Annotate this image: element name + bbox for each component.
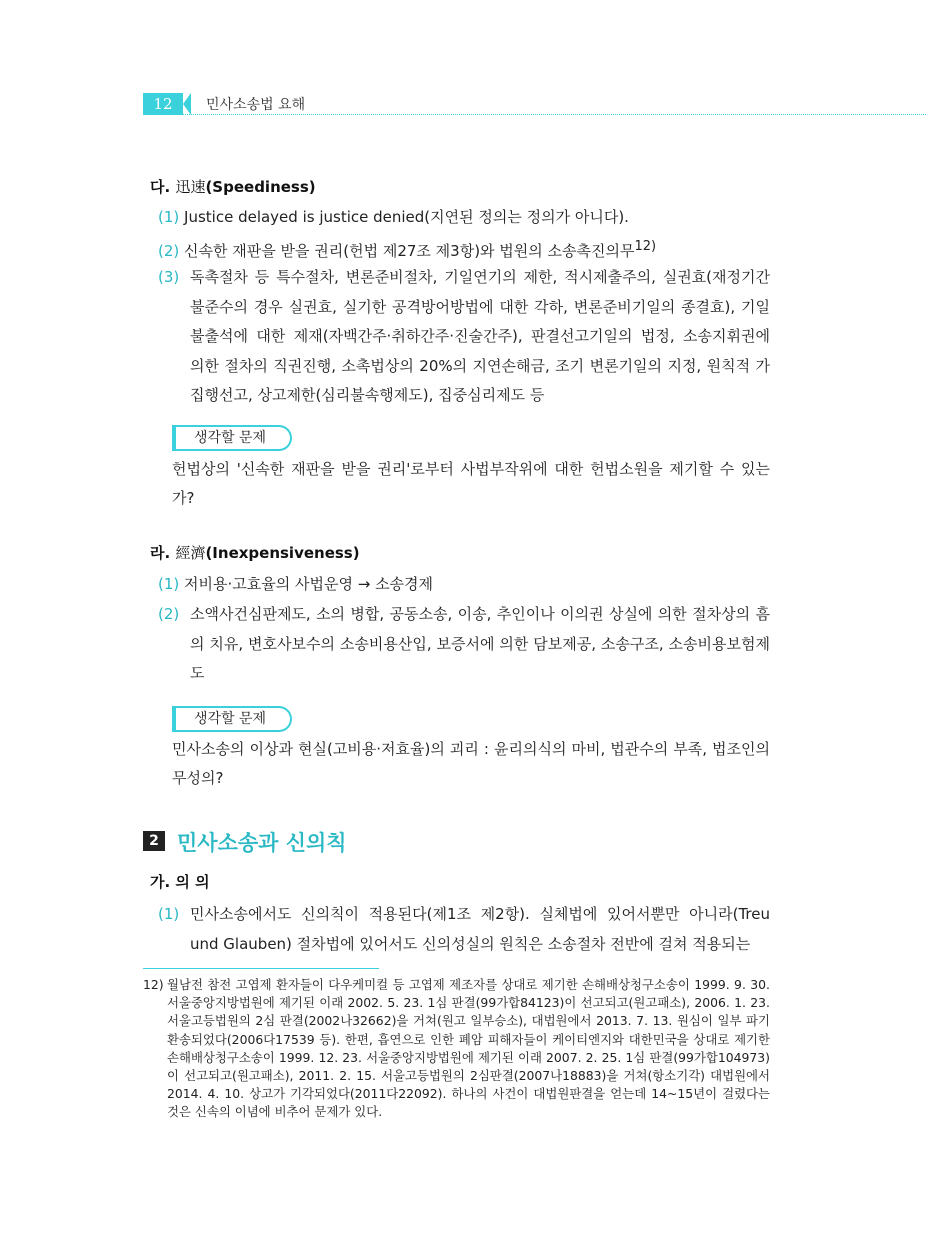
think-question-badge: 생각할 문제 (172, 706, 292, 732)
footnote-divider (143, 968, 379, 969)
item-number: (3) (158, 268, 180, 286)
section-hanja: 經濟 (175, 544, 206, 562)
item-text: 신속한 재판을 받을 권리(헌법 제27조 제3항)와 법원의 소송촉진의무 (184, 242, 635, 260)
list-item (158, 232, 770, 267)
item-number: (1) (158, 575, 180, 593)
think-question-badge: 생각할 문제 (172, 425, 292, 451)
think-question-text: 민사소송의 이상과 현실(고비용·저효율)의 괴리 : 윤리의식의 마비, 법관수의 부족, 법조인의 무성의? (172, 740, 770, 787)
page-header (143, 93, 926, 115)
chapter-number: 2 (143, 831, 165, 851)
section-heading-inexpensiveness (150, 542, 360, 563)
section-english: (Speediness) (205, 178, 316, 196)
item-number: (1) (158, 208, 180, 226)
item-text: 소액사건심판제도, 소의 병합, 공동소송, 이송, 추인이나 이의권 상실에 의한 절차상의 흠의 치유, 변호사보수의 소송비용산입, 보증서에 의한 담보제공, 소송구조, 소송비용보험제도 (190, 605, 770, 682)
footnote (143, 976, 770, 1122)
item-number: (2) (158, 605, 180, 623)
item-text: Justice delayed is justice denied(지연된 정의는 정의가 아니다). (184, 208, 629, 226)
footnote-marker: 12) (143, 977, 164, 992)
footnote-text: 월남전 참전 고엽제 환자들이 다우케미컬 등 고엽제 제조자를 상대로 제기한 손해배상청구소송이 1999. 9. 30. 서울중앙지방법원에 제기된 이래 2002. 5. 23. 1심 판결(99가합84123)이 선고되고(원고패소), 2006. 1. 23. 서울고등법원의 2심 판결(2002나32662)을 거쳐(원고 일부승소), 대법원에서 2013. 7. 13. 원심이 일부 파기환송되었다(2006다17539 등). 한편, 흡연으로 인한 폐암 피해자들이 케이티엔지와 대한민국을 상대로 제기한 손해배상청구소송이 1999. 12. 23. 서울중앙지방법원에 제기된 이래 2007. 2. 25. 1심 판결(99가합104973)이 선고되고(원고패소), 2011. 2. 15. 서울고등법원의 2심판결(2007나18883)을 거쳐(항소기각) 대법원에서 2014. 4. 10. 상고가 기각되었다(2011다22092). 하나의 사건이 대법원판결을 얻는데 14~15년이 걸렸다는 것은 신속의 이념에 비추어 문제가 있다. (167, 977, 770, 1120)
section-label: 다. (150, 178, 171, 196)
chapter-title: 민사소송과 신의칙 (177, 831, 347, 855)
item-text: 민사소송에서도 신의칙이 적용된다(제1조 제2항). 실체법에 있어서뿐만 아니라(Treu und Glauben) 절차법에 있어서도 신의성실의 원칙은 소송절차 전반에 걸쳐 적용되는 (190, 905, 770, 953)
page-number: 12 (143, 93, 183, 115)
section-hanja: 迅速 (175, 178, 206, 196)
item-number: (1) (158, 905, 180, 923)
list-item (158, 203, 770, 233)
section-label: 라. (150, 544, 171, 562)
header-divider (183, 114, 926, 115)
section-heading-speediness (150, 176, 316, 197)
item-text: 저비용·고효율의 사법운영 → 소송경제 (184, 575, 434, 593)
book-title: 민사소송법 요해 (206, 97, 306, 113)
list-item (158, 570, 770, 600)
section-heading-meaning: 가. 의 의 (150, 873, 210, 891)
page-number-tab-icon (183, 93, 191, 115)
item-number: (2) (158, 242, 180, 260)
footnote-reference: 12) (634, 239, 657, 254)
section-english: (Inexpensiveness) (205, 544, 360, 562)
think-question-text: 헌법상의 '신속한 재판을 받을 권리'로부터 사법부작위에 대한 헌법소원을 제기할 수 있는가? (172, 460, 770, 507)
item-text: 독촉절차 등 특수절차, 변론준비절차, 기일연기의 제한, 적시제출주의, 실권효(재정기간 불준수의 경우 실권효, 실기한 공격방어방법에 대한 각하, 변론준비기일의 종결효), 기일불출석에 대한 제재(자백간주·취하간주·진술간주), 판결선고기일의 법정, 소송지휘권에 의한 절차의 직권진행, 소촉법상의 20%의 지연손해금, 조기 변론기일의 지정, 원칙적 가집행선고, 상고제한(심리불속행제도), 집중심리제도 등 (190, 268, 770, 404)
